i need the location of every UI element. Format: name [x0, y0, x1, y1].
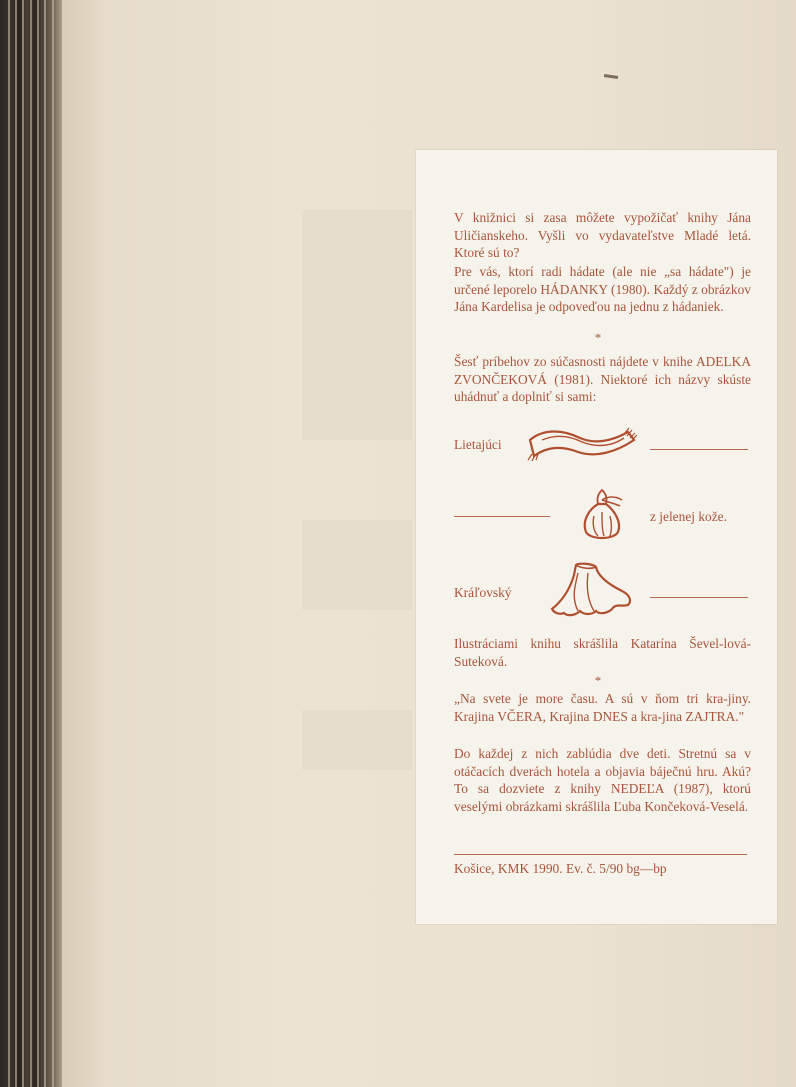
flying-carpet-icon [524, 424, 638, 464]
riddle-label-kralovsky: Kráľovský [454, 585, 512, 600]
paragraph-nedela-quote: „Na svete je more času. A sú v ňom tri kra-jiny. Krajina VČERA, Krajina DNES a kra-jina ZAJTRA." [454, 691, 751, 724]
paragraph-illustrator: Ilustráciami knihu skrášlila Katarína Ševel-lová-Suteková. [454, 636, 751, 669]
separator-star: * [594, 330, 602, 345]
cloak-icon [548, 559, 636, 621]
book-edge [0, 0, 64, 1087]
paragraph-library-books: V knižnici si zasa môžete vypožičať knihy Jána Uličianskeho. Vyšli vo vydavateľstve Mladé letá. Ktoré sú to? [454, 210, 751, 261]
footer-rule [454, 854, 747, 855]
paragraph-nedela: Do každej z nich zablúdia dve deti. Stretnú sa v otáčacích dverách hotela a objavia báječnú hru. Akú? To sa dozviete z knihy NEDEĽA (1987), ktorú veselými obrázkami skrášlila Ľuba Končeková-Veselá. [454, 746, 751, 814]
riddle-label-lietajuci: Lietajúci [454, 437, 502, 452]
riddle-blank-1[interactable] [650, 449, 748, 450]
imprint-footer: Košice, KMK 1990. Ev. č. 5/90 bg—bp [454, 861, 667, 876]
paragraph-riddles-leporello: Pre vás, ktorí radi hádate (ale nie „sa hádate") je určené leporelo HÁDANKY (1980). Každý z obrázkov Jána Kardelisa je odpoveďou na jednu z hádaniek. [454, 264, 751, 315]
separator-star: * [594, 673, 602, 688]
riddle-blank-3[interactable] [650, 597, 748, 598]
pouch-icon [578, 486, 628, 542]
riddle-blank-2[interactable] [454, 516, 550, 517]
riddle-label-jelenej-koze: z jelenej kože. [650, 509, 727, 524]
paragraph-adelka: Šesť príbehov zo súčasnosti nájdete v knihe ADELKA ZVONČEKOVÁ (1981). Niektoré ich názvy skúste uhádnuť a doplniť si sami: [454, 354, 751, 405]
